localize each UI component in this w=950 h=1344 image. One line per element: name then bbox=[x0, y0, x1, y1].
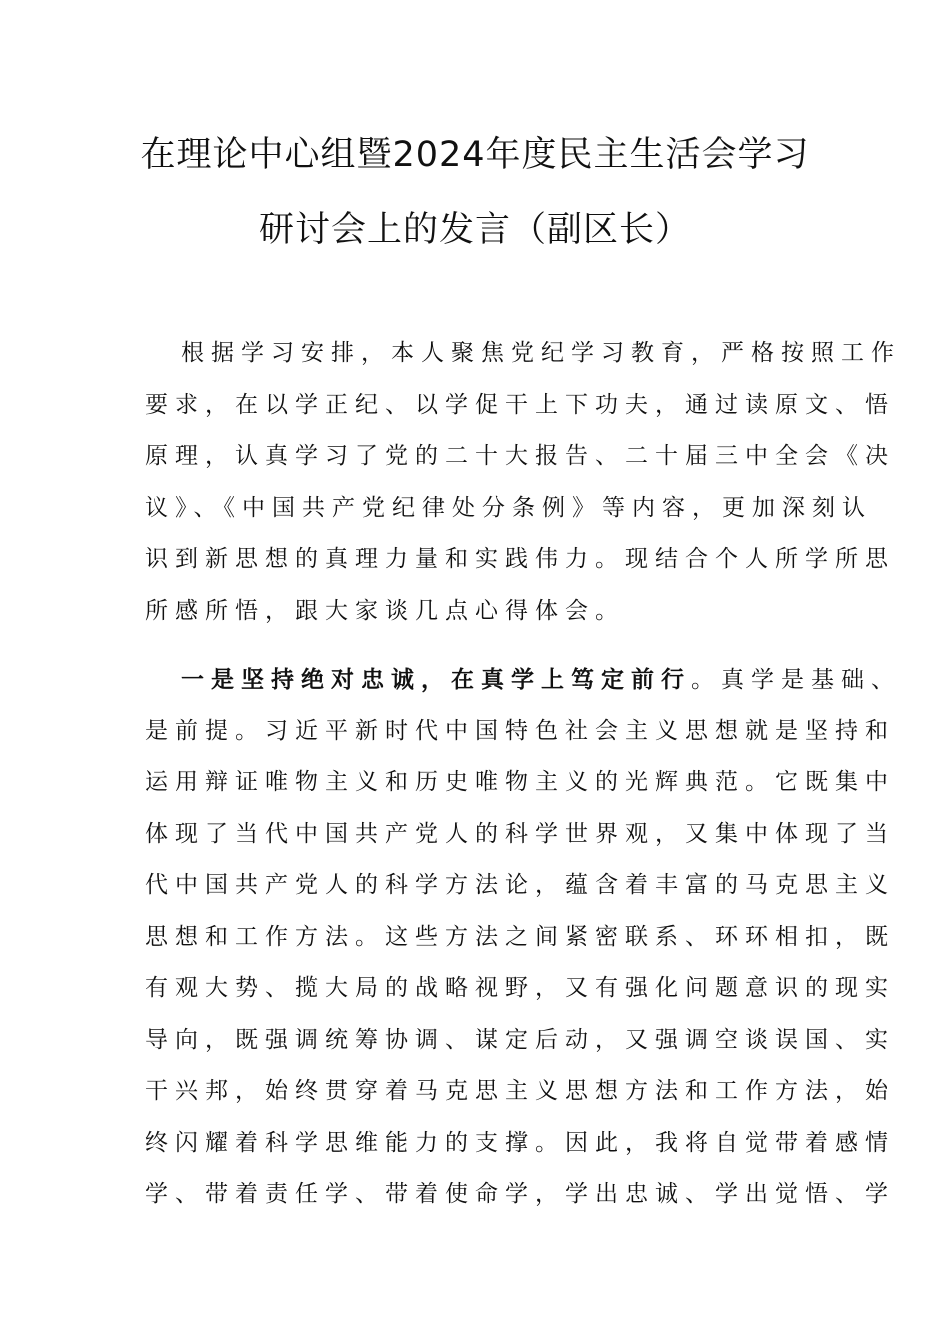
paragraph-line: 导向，既强调统筹协调、谋定后动，又强调空谈误国、实 bbox=[145, 1026, 895, 1053]
paragraph-line: 要求，在以学正纪、以学促干上下功夫，通过读原文、悟 bbox=[145, 391, 895, 418]
paragraph-line: 运用辩证唯物主义和历史唯物主义的光辉典范。它既集中 bbox=[145, 769, 895, 795]
paragraph-point-one bbox=[145, 654, 901, 1221]
paragraph-line: 所感所悟，跟大家谈几点心得体会。 bbox=[145, 597, 625, 624]
paragraph-line: 议》、《中国共产党纪律处分条例》等内容，更加深刻认 bbox=[145, 494, 872, 521]
paragraph-line: 干兴邦，始终贯穿着马克思主义思想方法和工作方法，始 bbox=[145, 1078, 895, 1104]
heading-rest: 。真学是基础、 bbox=[691, 667, 901, 693]
document-title-line-2: 研讨会上的发言（副区长） bbox=[258, 210, 691, 250]
paragraph-line: 识到新思想的真理力量和实践伟力。现结合个人所学所思 bbox=[145, 546, 895, 572]
paragraph-line: 原理，认真学习了党的二十大报告、二十届三中全会《决 bbox=[145, 443, 895, 469]
paragraph-intro bbox=[145, 328, 901, 637]
paragraph-line: 是前提。习近平新时代中国特色社会主义思想就是坚持和 bbox=[145, 717, 895, 744]
document-title-line-1: 在理论中心组暨2024年度民主生活会学习 bbox=[140, 135, 810, 175]
paragraph-line: 体现了当代中国共产党人的科学世界观，又集中体现了当 bbox=[145, 820, 895, 847]
paragraph-line: 有观大势、揽大局的战略视野，又有强化问题意识的现实 bbox=[145, 975, 895, 1001]
paragraph-line bbox=[145, 654, 901, 706]
bold-heading: 一是坚持绝对忠诚，在真学上笃定前行 bbox=[181, 666, 691, 693]
paragraph-line: 终闪耀着科学思维能力的支撑。因此，我将自觉带着感情 bbox=[145, 1129, 895, 1156]
paragraph-line: 学、带着责任学、带着使命学，学出忠诚、学出觉悟、学 bbox=[145, 1181, 895, 1207]
paragraph-line: 根据学习安排，本人聚焦党纪学习教育，严格按照工作 bbox=[181, 340, 901, 366]
paragraph-line: 代中国共产党人的科学方法论，蕴含着丰富的马克思主义 bbox=[145, 872, 895, 898]
paragraph-line: 思想和工作方法。这些方法之间紧密联系、环环相扣，既 bbox=[145, 923, 895, 950]
